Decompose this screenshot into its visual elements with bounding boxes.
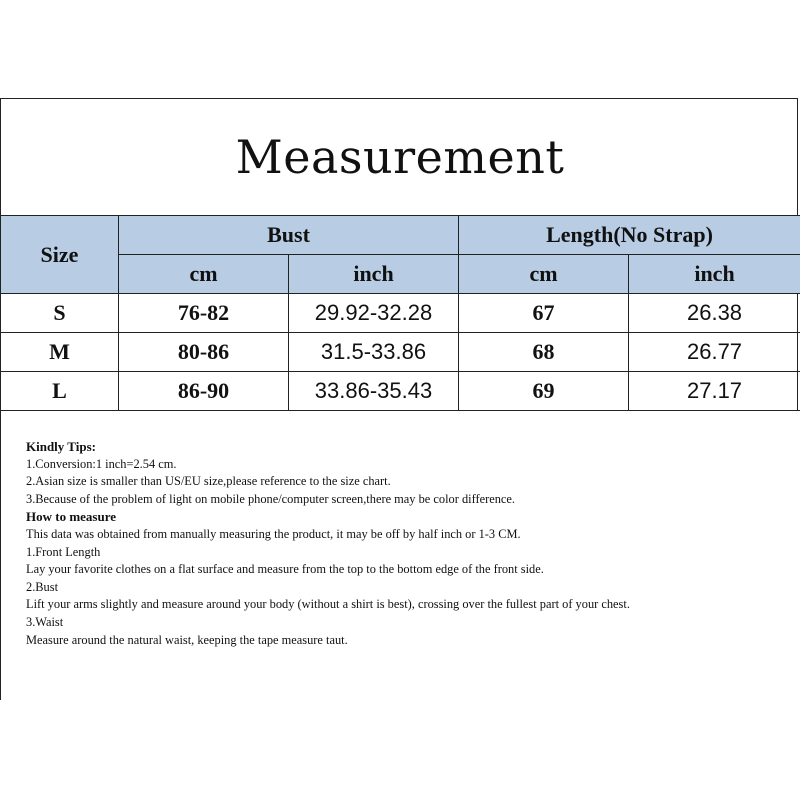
length-header: Length(No Strap): [459, 216, 800, 255]
how-intro: This data was obtained from manually measuring the product, it may be off by half inch or 1-3 CM.: [26, 526, 521, 541]
table-row: [1, 372, 800, 411]
bust-desc: Lift your arms slightly and measure around your body (without a shirt is best), crossing over the fullest part of your chest.: [26, 597, 630, 612]
front-length-title: 1.Front Length: [26, 544, 101, 559]
table-row: [1, 333, 800, 372]
size-cell: L: [1, 372, 119, 411]
bust-cm-cell: 80-86: [119, 333, 289, 372]
front-length-desc: Lay your favorite clothes on a flat surface and measure from the top to the bottom edge of the front side.: [26, 562, 544, 577]
size-cell: S: [1, 294, 119, 333]
bust-cm-cell: 76-82: [119, 294, 289, 333]
table-header-row: [1, 216, 800, 255]
bust-inch-cell: 33.86-35.43: [289, 372, 459, 411]
size-cell: M: [1, 333, 119, 372]
length-inch-cell: 26.77: [629, 333, 800, 372]
tip-line: 1.Conversion:1 inch=2.54 cm.: [26, 456, 177, 471]
how-to-measure-heading: How to measure: [26, 509, 117, 525]
length-cm-cell: 68: [459, 333, 629, 372]
tip-line: 2.Asian size is smaller than US/EU size,please reference to the size chart.: [26, 474, 391, 489]
bust-inch-cell: 31.5-33.86: [289, 333, 459, 372]
length-inch-cell: 27.17: [629, 372, 800, 411]
page-title: Measurement: [235, 130, 565, 184]
waist-desc: Measure around the natural waist, keeping the tape measure taut.: [26, 632, 348, 647]
tips-heading: Kindly Tips:: [26, 439, 96, 454]
bust-inch-header: inch: [289, 255, 459, 294]
tips-section: [26, 438, 786, 649]
waist-title: 3.Waist: [26, 614, 64, 629]
length-inch-cell: 26.38: [629, 294, 800, 333]
size-table: [0, 215, 800, 411]
left-border-line: [0, 410, 1, 700]
tip-line: 3.Because of the problem of light on mobile phone/computer screen,there may be color difference.: [26, 491, 516, 506]
length-cm-cell: 69: [459, 372, 629, 411]
table-unit-row: [1, 255, 800, 294]
bust-cm-cell: 86-90: [119, 372, 289, 411]
bust-header: Bust: [119, 216, 459, 255]
table-row: [1, 294, 800, 333]
size-header: Size: [1, 216, 119, 294]
length-cm-cell: 67: [459, 294, 629, 333]
bust-cm-header: cm: [119, 255, 289, 294]
length-inch-header: inch: [629, 255, 800, 294]
bust-inch-cell: 29.92-32.28: [289, 294, 459, 333]
bust-title: 2.Bust: [26, 579, 59, 594]
length-cm-header: cm: [459, 255, 629, 294]
